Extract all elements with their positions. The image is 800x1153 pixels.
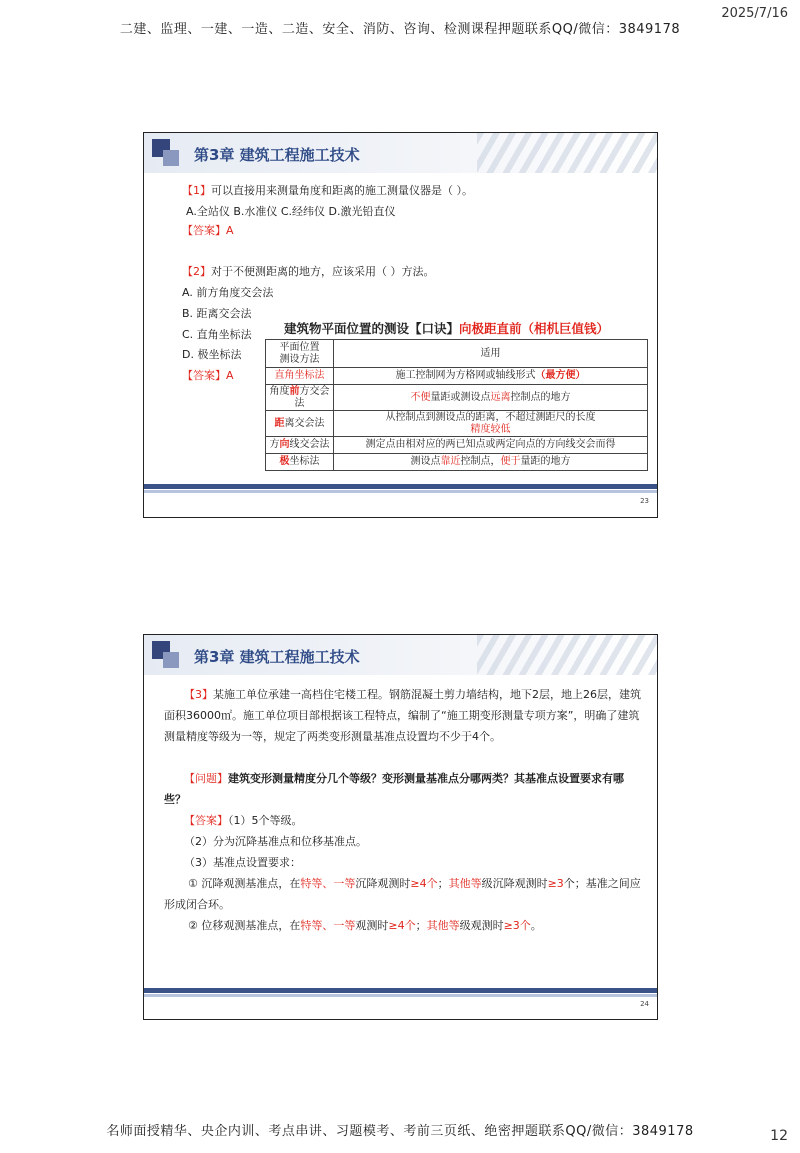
question-text: 建筑变形测量精度分几个等级？变形测量基准点分哪两类？其基准点设置要求有哪些？ — [164, 772, 624, 806]
method-cell: 角度前方交会法 — [266, 385, 334, 411]
usage-cell: 测设点靠近控制点，便于量距的地方 — [334, 454, 648, 471]
usage-cell: 施工控制网为方格网或轴线形式（最方便） — [334, 368, 648, 385]
top-banner: 二建、监理、一建、一造、二造、安全、消防、咨询、检测课程押题联系QQ/微信：3849178 — [119, 22, 681, 37]
logo-square-light — [163, 150, 179, 166]
footer-bar-light — [144, 994, 657, 997]
footer-bar — [144, 988, 657, 993]
question-2-tag: 【2】 — [182, 265, 211, 278]
question-1-text: 可以直接用来测量角度和距离的施工测量仪器是（ ）。 — [211, 184, 473, 197]
case-background — [164, 684, 644, 747]
answer-line-5: ② 位移观测基准点，在特等、一等观测时≥4个；其他等级观测时≥3个。 — [188, 919, 542, 932]
logo-square-light — [163, 652, 179, 668]
slide-23 — [143, 132, 658, 518]
table-row — [266, 385, 648, 411]
table-header-method: 平面位置 测设方法 — [266, 340, 334, 368]
answer-line-1: 【答案】（1）5个等级。 — [184, 814, 303, 827]
title-band-decoration — [477, 133, 657, 173]
table-row — [266, 368, 648, 385]
question-3-text: 某施工单位承建一高档住宅楼工程。钢筋混凝土剪力墙结构，地下2层，地上26层，建筑面积36000㎡。施工单位项目部根据该工程特点，编制了“施工期变形测量专项方案”，明确了建筑测量精度等级为一等，规定了两类变形测量基准点设置均不少于4个。 — [164, 688, 641, 743]
question-1-options: A.全站仪 B.水准仪 C.经纬仪 D.激光铅直仪 — [186, 205, 396, 218]
option-a: A. 前方角度交会法 — [182, 286, 274, 299]
option-d: D. 极坐标法 — [182, 348, 242, 361]
footer-bar — [144, 484, 657, 489]
table-header-usage: 适用 — [334, 340, 648, 368]
page-number: 12 — [770, 1128, 788, 1144]
table-row — [266, 437, 648, 454]
bottom-banner: 名师面授精华、央企内训、考点串讲、习题模考、考前三页纸、绝密押题联系QQ/微信：3849178 — [106, 1124, 694, 1139]
question-3-tag: 【3】 — [184, 688, 213, 701]
print-date: 2025/7/16 — [721, 6, 788, 21]
method-cell: 距离交会法 — [266, 411, 334, 437]
slide-number: 23 — [640, 497, 649, 505]
table-row — [266, 411, 648, 437]
title-band-decoration — [477, 635, 657, 675]
answer-line-3: （3）基准点设置要求： — [184, 856, 301, 869]
method-cell: 方向线交会法 — [266, 437, 334, 454]
answer-line-4: ① 沉降观测基准点，在特等、一等沉降观测时≥4个；其他等级沉降观测时≥3个；基准之间应形成闭合环。 — [164, 877, 641, 911]
usage-cell: 测定点由相对应的两已知点或两定向点的方向线交会而得 — [334, 437, 648, 454]
method-cell: 直角坐标法 — [266, 368, 334, 385]
table-row — [266, 454, 648, 471]
slide-24 — [143, 634, 658, 1020]
case-question — [164, 768, 644, 810]
question-1-answer: 【答案】A — [182, 224, 234, 237]
question-2 — [182, 264, 435, 279]
question-1 — [182, 183, 473, 198]
usage-cell: 从控制点到测设点的距离，不超过测距尺的长度 精度较低 — [334, 411, 648, 437]
slide-title: 第3章 建筑工程施工技术 — [194, 648, 360, 666]
method-cell: 极坐标法 — [266, 454, 334, 471]
mnemonic-label: 建筑物平面位置的测设【口诀】 — [284, 321, 460, 336]
question-2-text: 对于不便测距离的地方，应该采用（ ）方法。 — [211, 265, 435, 278]
answer-tag: 【答案】 — [184, 814, 228, 827]
answer-line-2: （2）分为沉降基准点和位移基准点。 — [184, 835, 367, 848]
survey-method-table — [265, 339, 648, 471]
slide-title: 第3章 建筑工程施工技术 — [194, 146, 360, 164]
question-tag: 【问题】 — [184, 772, 228, 785]
table-header-row — [266, 340, 648, 368]
option-b: B. 距离交会法 — [182, 307, 252, 320]
question-1-tag: 【1】 — [182, 184, 211, 197]
option-c: C. 直角坐标法 — [182, 328, 252, 341]
usage-cell: 不便量距或测设点远离控制点的地方 — [334, 385, 648, 411]
question-2-answer: 【答案】A — [182, 369, 234, 382]
slide-number: 24 — [640, 1000, 649, 1008]
mnemonic-highlight: 向极距直前（相机巨值钱） — [459, 321, 610, 336]
footer-bar-light — [144, 490, 657, 493]
mnemonic-title — [284, 319, 609, 337]
